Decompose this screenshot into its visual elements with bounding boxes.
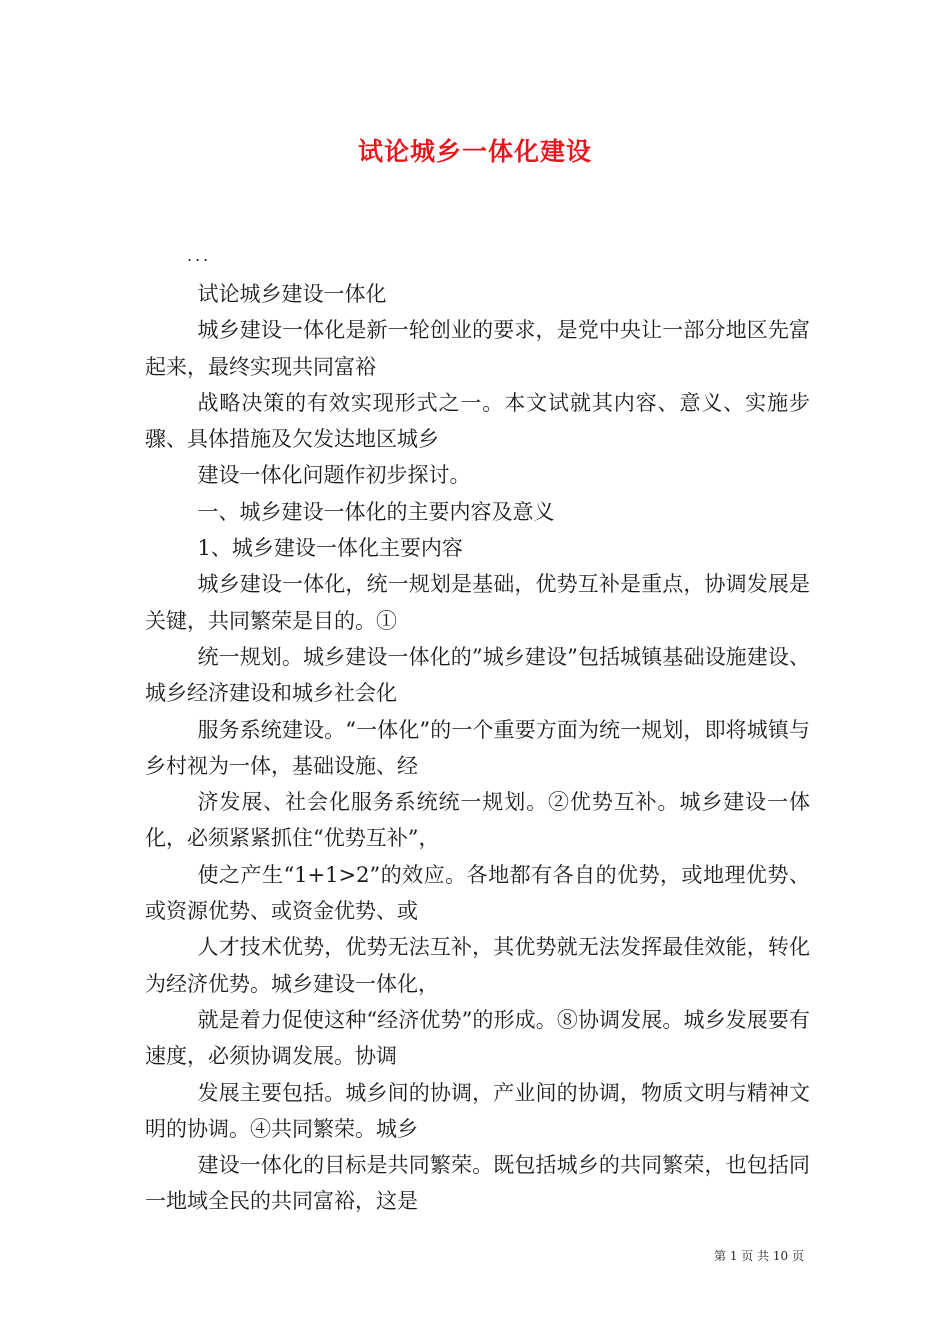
paragraph-9: 使之产生“1+1>2”的效应。各地都有各自的优势，或地理优势、或资源优势、或资金优势、或 bbox=[145, 862, 810, 924]
paragraph-11: 就是着力促使这种“经济优势”的形成。⑧协调发展。城乡发展要有速度，必须协调发展。协调 bbox=[145, 1007, 810, 1069]
paragraph-1: 试论城乡建设一体化 bbox=[197, 282, 387, 306]
paragraph-2: 城乡建设一体化是新一轮创业的要求，是党中央让一部分地区先富起来，最终实现共同富裕 bbox=[145, 318, 810, 379]
paragraph-13: 建设一体化的目标是共同繁荣。既包括城乡的共同繁荣，也包括同一地域全民的共同富裕，这是 bbox=[145, 1153, 810, 1214]
paragraph-4: 建设一体化问题作初步探讨。 bbox=[197, 463, 471, 488]
paragraph-8: 济发展、社会化服务系统统一规划。②优势互补。城乡建设一体化，必须紧紧抓住“优势互补”， bbox=[145, 790, 810, 851]
section-heading-1: 一、城乡建设一体化的主要内容及意义 bbox=[197, 499, 555, 524]
document-body bbox=[145, 276, 810, 1220]
paragraph-3: 战略决策的有效实现形式之一。本文试就其内容、意义、实施步骤、具体措施及欠发达地区城乡 bbox=[145, 390, 810, 452]
document-title: 试论城乡一体化建设 bbox=[357, 137, 592, 166]
paragraph-7: 服务系统建设。“一体化”的一个重要方面为统一规划，即将城镇与乡村视为一体，基础设施、经 bbox=[145, 717, 810, 778]
paragraph-12: 发展主要包括。城乡间的协调，产业间的协调，物质文明与精神文明的协调。④共同繁荣。城乡 bbox=[145, 1080, 810, 1141]
ellipsis-marker: ... bbox=[187, 246, 212, 265]
subsection-heading-1: 1、城乡建设一体化主要内容 bbox=[197, 536, 463, 561]
paragraph-5: 城乡建设一体化，统一规划是基础，优势互补是重点，协调发展是关键，共同繁荣是目的。① bbox=[145, 572, 810, 633]
paragraph-10: 人才技术优势，优势无法互补，其优势就无法发挥最佳效能，转化为经济优势。城乡建设一体化， bbox=[145, 935, 810, 996]
page-number-footer: 第 1 页 共 10 页 bbox=[714, 1249, 804, 1263]
paragraph-6: 统一规划。城乡建设一体化的”城乡建设”包括城镇基础设施建设、城乡经济建设和城乡社会化 bbox=[145, 644, 810, 706]
